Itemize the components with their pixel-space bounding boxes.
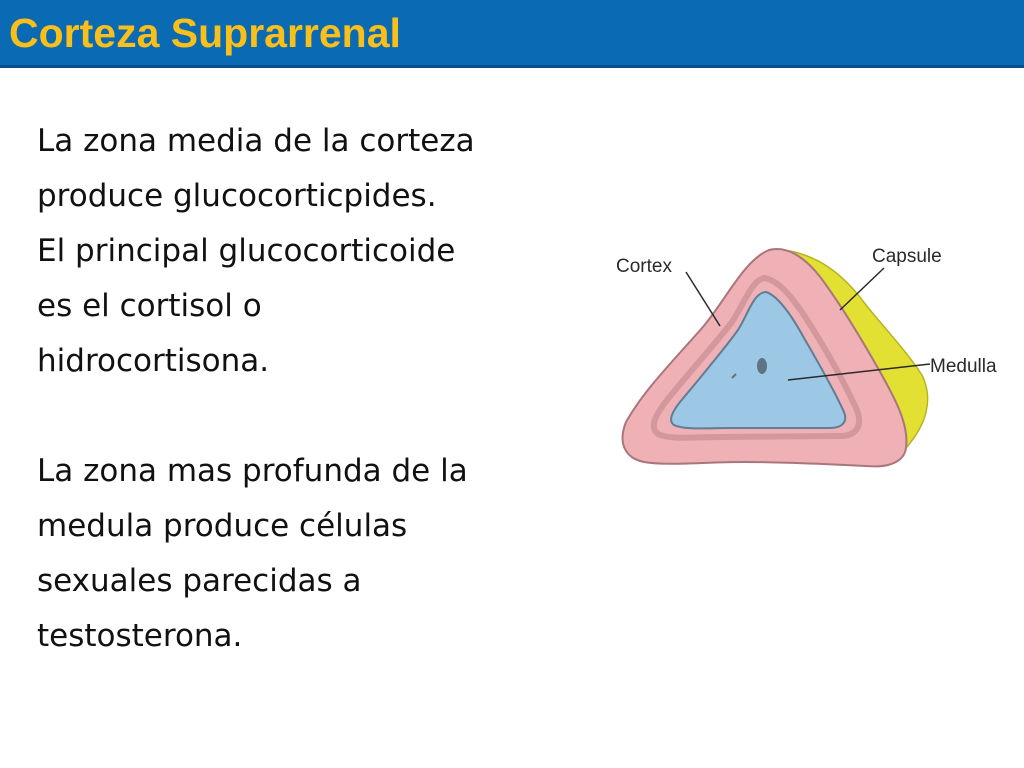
adrenal-gland-diagram xyxy=(604,230,1024,490)
label-cortex: Cortex xyxy=(616,256,672,277)
label-capsule: Capsule xyxy=(872,246,942,267)
medulla-vessel xyxy=(757,358,767,374)
title-bar xyxy=(0,0,1024,68)
paragraph-glucocorticoids: La zona media de la corteza produce glucocorticpides. El principal glucocorticoide es el cortisol o hidrocortisona. xyxy=(37,123,475,379)
slide-title: Corteza Suprarrenal xyxy=(9,10,401,56)
body-text xyxy=(37,114,577,664)
cortex-leader xyxy=(686,272,720,326)
paragraph-medulla: La zona mas profunda de la medula produce células sexuales parecidas a testosterona. xyxy=(37,453,468,654)
label-medulla: Medulla xyxy=(930,356,997,377)
